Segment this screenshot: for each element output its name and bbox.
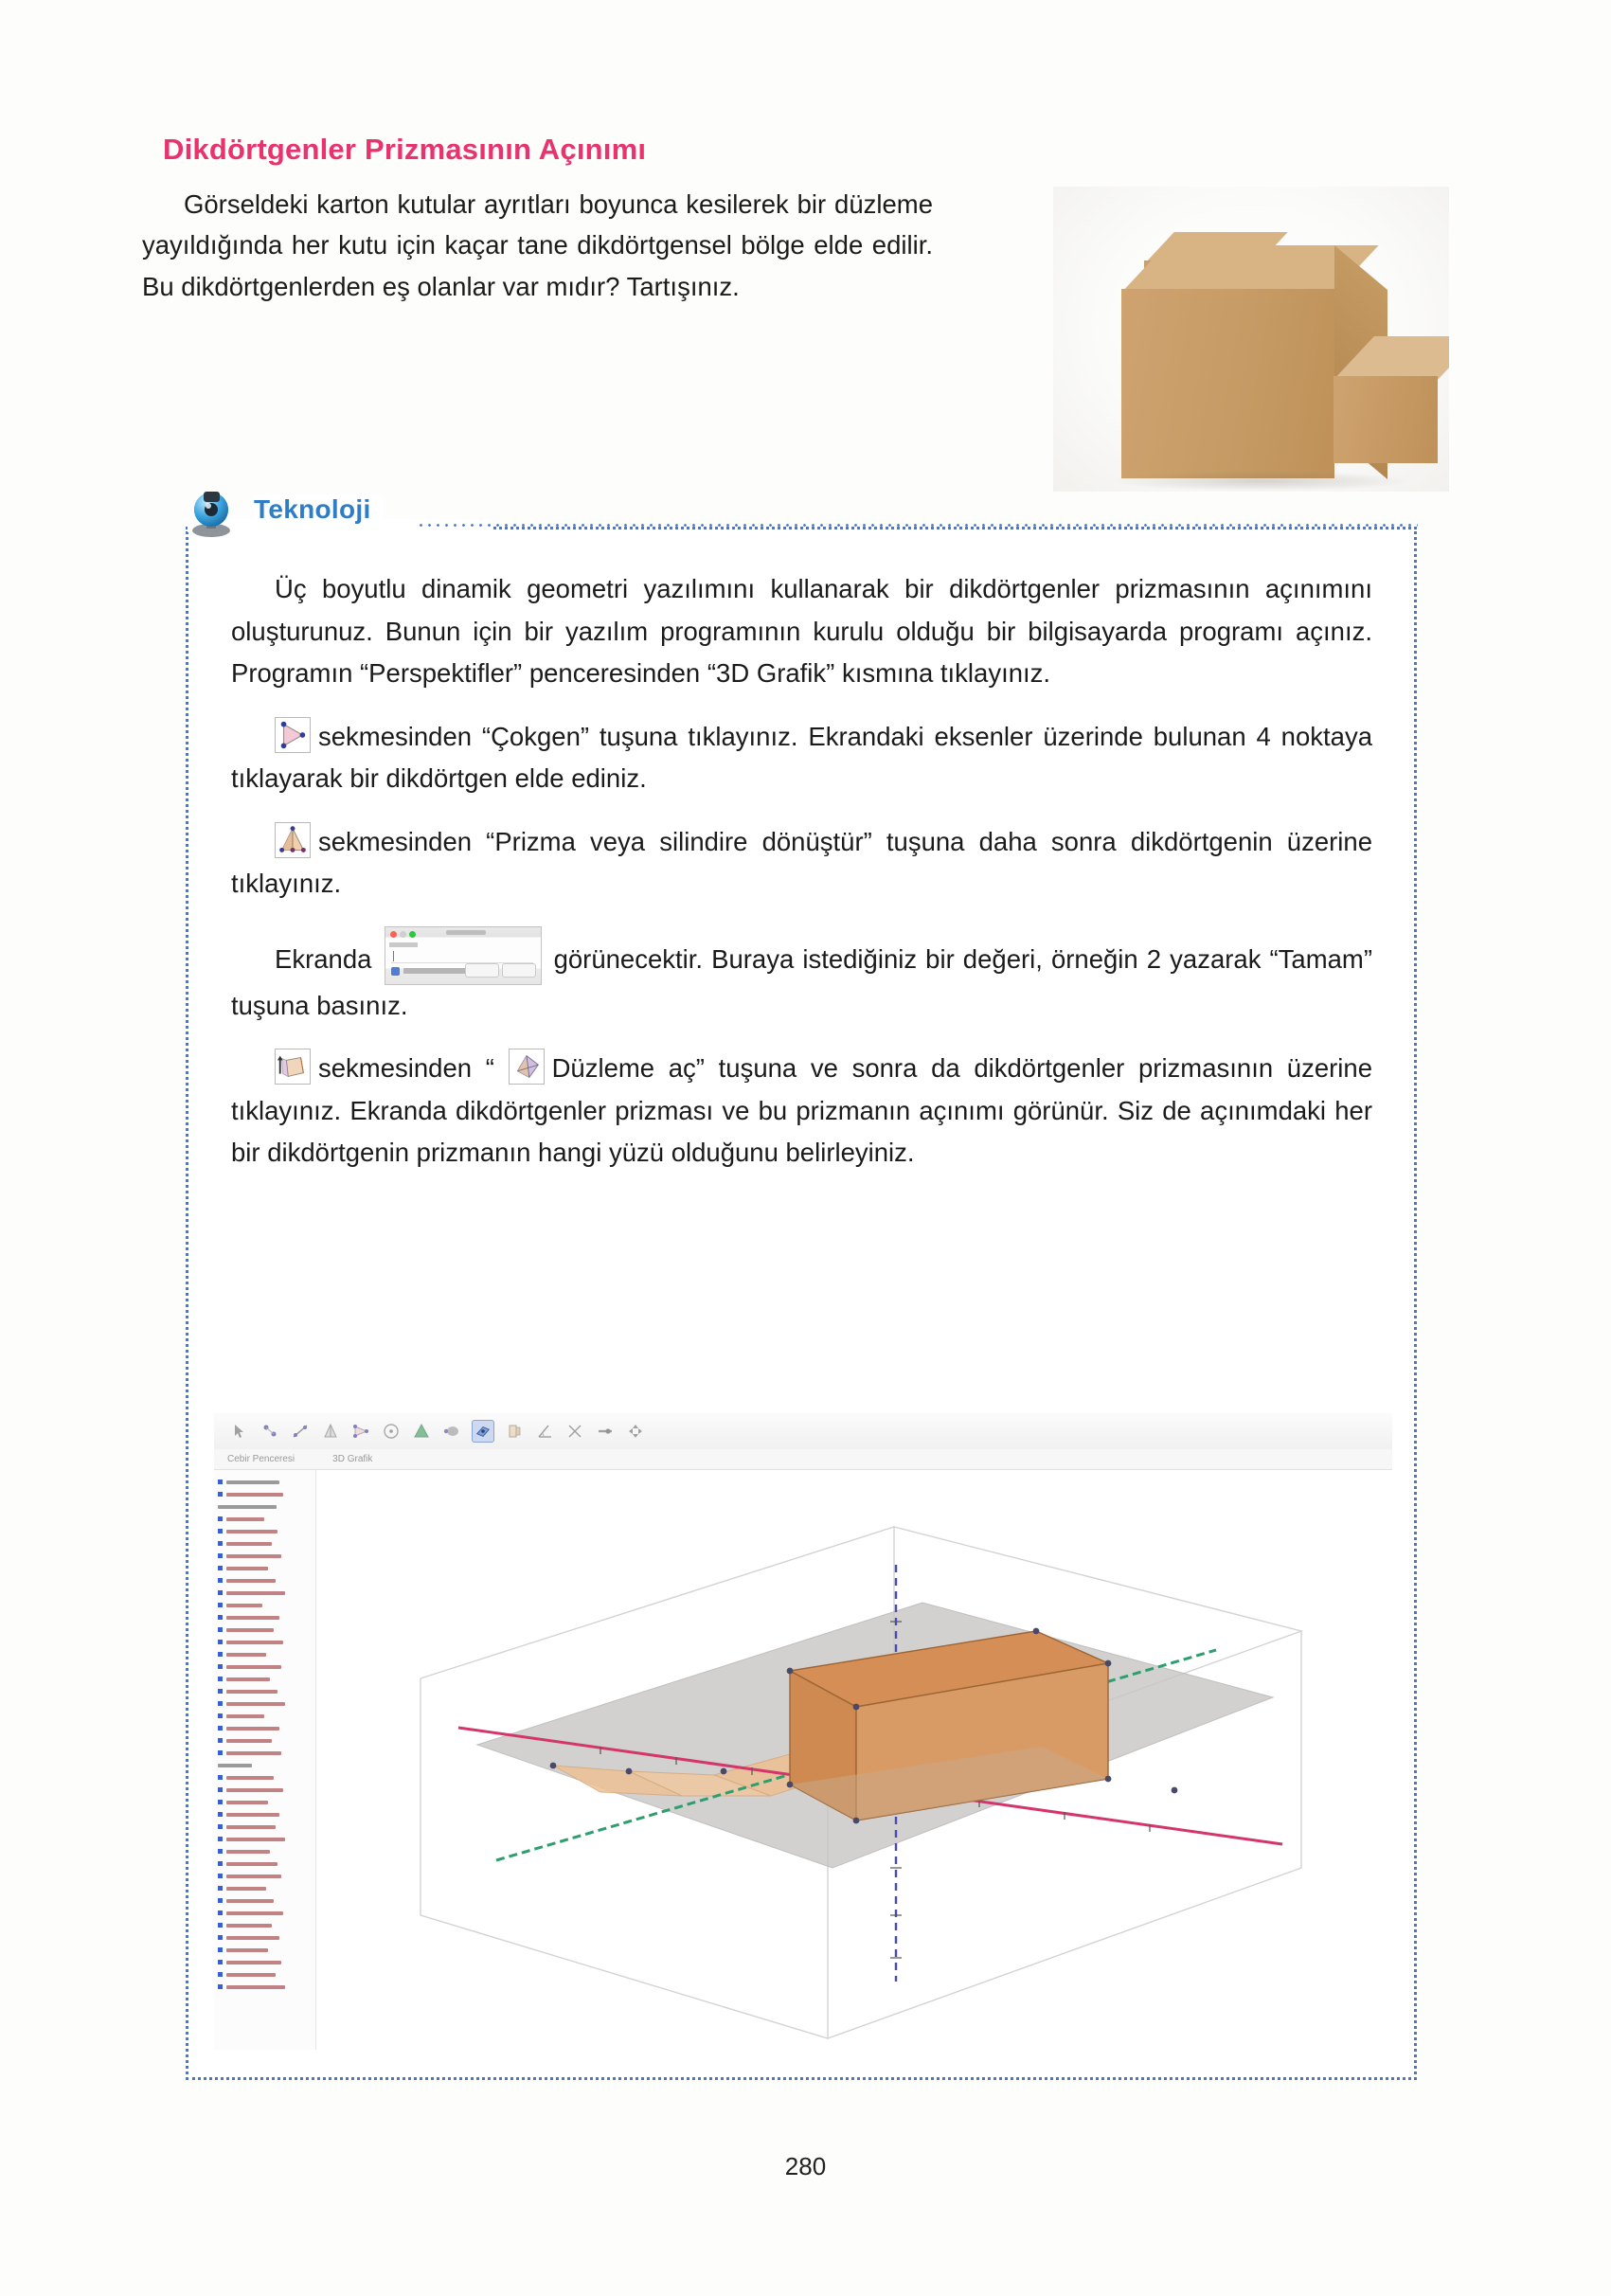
list-item[interactable]: [218, 1710, 312, 1722]
list-item[interactable]: [218, 1968, 312, 1981]
dialog-cancel-button[interactable]: [465, 963, 499, 978]
graphics-panel-title: 3D Grafik: [332, 1454, 373, 1464]
dialog-checkbox[interactable]: [391, 967, 400, 976]
large-box-front: [1121, 289, 1334, 478]
dialog-zoom-icon[interactable]: [409, 931, 416, 938]
polygon-tool-icon[interactable]: [275, 717, 311, 753]
technology-paragraph-5: [231, 1048, 1372, 1175]
page-title: Dikdörtgenler Prizmasının Açınımı: [163, 133, 647, 166]
list-item[interactable]: [218, 1562, 312, 1574]
list-item[interactable]: [218, 1623, 312, 1636]
line-tool-icon[interactable]: [290, 1421, 311, 1442]
geogebra-panel-titles: [214, 1449, 1392, 1470]
geogebra-3d-graphics-screenshot[interactable]: [214, 1413, 1392, 2050]
list-item[interactable]: [218, 1488, 312, 1500]
list-item[interactable]: [218, 1685, 312, 1697]
dialog-label: [389, 942, 418, 947]
list-item[interactable]: [218, 1857, 312, 1870]
technology-paragraph-2: [231, 716, 1372, 800]
perpendicular-tool-icon[interactable]: [320, 1421, 341, 1442]
dialog-text-cursor: [393, 951, 394, 961]
expand-icon[interactable]: [218, 1480, 223, 1484]
list-item[interactable]: [218, 1697, 312, 1710]
net-tool-icon[interactable]: [504, 1421, 525, 1442]
list-item[interactable]: [218, 1870, 312, 1882]
list-item[interactable]: [218, 1944, 312, 1956]
list-item[interactable]: [218, 1611, 312, 1623]
intro-paragraph: Görseldeki karton kutular ayrıtları boyunca kesilerek bir düzleme yayıldığında her kutu için kaçar tane dikdörtgensel bölge elde edilir. Bu dikdörtgenlerden eş olanlar var mıdır? Tartışınız.: [142, 189, 933, 301]
algebra-group-header[interactable]: [218, 1476, 312, 1488]
list-item[interactable]: [218, 1931, 312, 1944]
list-item[interactable]: [218, 1808, 312, 1821]
webcam-icon: [186, 487, 239, 540]
dialog-close-icon[interactable]: [390, 931, 397, 938]
technology-paragraph-4: [231, 926, 1372, 1028]
list-item[interactable]: [218, 1784, 312, 1796]
extrude-to-prism-tool-icon[interactable]: [275, 822, 311, 858]
list-item[interactable]: [218, 1550, 312, 1562]
technology-paragraph-2-text: sekmesinden “Çokgen” tuşuna tıklayınız. Ekrandaki eksenler üzerinde bulunan 4 noktaya tıklayarak bir dikdörtgen elde ediniz.: [231, 721, 1372, 794]
list-item[interactable]: [218, 1599, 312, 1611]
dialog-ok-button[interactable]: [502, 963, 536, 978]
dialog-input-field[interactable]: [391, 950, 533, 963]
technology-content: [231, 568, 1372, 1195]
plane-tool-icon[interactable]: [472, 1420, 494, 1443]
move-tool-icon[interactable]: [229, 1421, 250, 1442]
list-item[interactable]: [218, 1796, 312, 1808]
list-item[interactable]: [218, 1747, 312, 1759]
pyramid-tool-icon[interactable]: [411, 1421, 432, 1442]
dialog-checkbox-label: [403, 968, 474, 974]
list-item[interactable]: [218, 1821, 312, 1833]
dialog-minimize-icon[interactable]: [400, 931, 406, 938]
list-item[interactable]: [218, 1894, 312, 1907]
circle-tool-icon[interactable]: [381, 1421, 402, 1442]
algebra-group-header[interactable]: [218, 1759, 312, 1771]
net-view-tool-icon[interactable]: [275, 1049, 311, 1085]
list-item[interactable]: [218, 1636, 312, 1648]
list-item[interactable]: [218, 1525, 312, 1537]
unfold-to-plane-tool-icon[interactable]: [509, 1049, 545, 1085]
list-item[interactable]: [218, 1981, 312, 1993]
technology-paragraph-4-tail: görünecektir. Buraya istediğiniz bir değeri, örneğin 2 yazarak “Tamam” tuşuna basınız.: [231, 943, 1372, 1020]
slider-tool-icon[interactable]: [595, 1421, 616, 1442]
list-item[interactable]: [218, 1882, 312, 1894]
technology-paragraph-4-lead: Ekranda: [275, 943, 372, 974]
move-graphics-tool-icon[interactable]: [625, 1421, 646, 1442]
list-item[interactable]: [218, 1771, 312, 1784]
dialog-title: [446, 930, 486, 935]
technology-paragraph-5-text: Düzleme aç” tuşuna ve sonra da dikdörtgenler prizmasının üzerine tıklayınız. Ekranda dikdörtgenler prizması ve bu prizmanın açınımı görünür. Siz de açınımdaki her bir dikdörtgenin prizmanın hangi yüzü olduğunu belirleyiniz.: [231, 1053, 1372, 1168]
technology-paragraph-1: Üç boyutlu dinamik geometri yazılımını kullanarak bir dikdörtgenler prizmasının açınımını oluşturunuz. Bunun için bir yazılım programının kurulu olduğu bir bilgisayarda programı açınız. Programın “Perspektifler” penceresinden “3D Grafik” kısmına tıklayınız.: [231, 574, 1372, 689]
cardboard-boxes-photo: [1053, 187, 1449, 492]
photo-shadow: [1110, 471, 1413, 492]
list-item[interactable]: [218, 1673, 312, 1685]
reflect-tool-icon[interactable]: [564, 1421, 585, 1442]
technology-divider-dots: [417, 524, 1418, 527]
point-tool-icon[interactable]: [260, 1421, 280, 1442]
list-item[interactable]: [218, 1919, 312, 1931]
list-item[interactable]: [218, 1648, 312, 1660]
list-item[interactable]: [218, 1537, 312, 1550]
graphics-3d-panel[interactable]: [316, 1470, 1392, 2050]
list-item[interactable]: [218, 1845, 312, 1857]
geogebra-toolbar[interactable]: [214, 1413, 1392, 1449]
prism-height-dialog-screenshot[interactable]: [385, 926, 542, 985]
list-item[interactable]: [218, 1734, 312, 1747]
technology-label: Teknoloji: [254, 494, 383, 525]
list-item[interactable]: [218, 1660, 312, 1673]
list-item[interactable]: [218, 1722, 312, 1734]
list-item[interactable]: [218, 1833, 312, 1845]
technology-paragraph-5-lead: sekmesinden “: [318, 1053, 494, 1084]
polygon-tool-icon[interactable]: [350, 1421, 371, 1442]
technology-paragraph-3: [231, 821, 1372, 906]
technology-paragraph-3-text: sekmesinden “Prizma veya silindire dönüştür” tuşuna daha sonra dikdörtgenin üzerine tıklayınız.: [231, 826, 1372, 899]
algebra-panel-title: Cebir Penceresi: [227, 1454, 295, 1464]
list-item[interactable]: [218, 1574, 312, 1587]
list-item[interactable]: [218, 1587, 312, 1599]
list-item[interactable]: [218, 1907, 312, 1919]
list-item[interactable]: [218, 1956, 312, 1968]
angle-tool-icon[interactable]: [534, 1421, 555, 1442]
page-number: 280: [784, 2152, 827, 2180]
algebra-group-header[interactable]: [218, 1500, 312, 1513]
flat-box-front: [1334, 376, 1438, 463]
boxes-illustration: [1053, 187, 1449, 492]
list-item[interactable]: [218, 1513, 312, 1525]
algebra-panel[interactable]: [214, 1470, 316, 2050]
sphere-tool-icon[interactable]: [441, 1421, 462, 1442]
